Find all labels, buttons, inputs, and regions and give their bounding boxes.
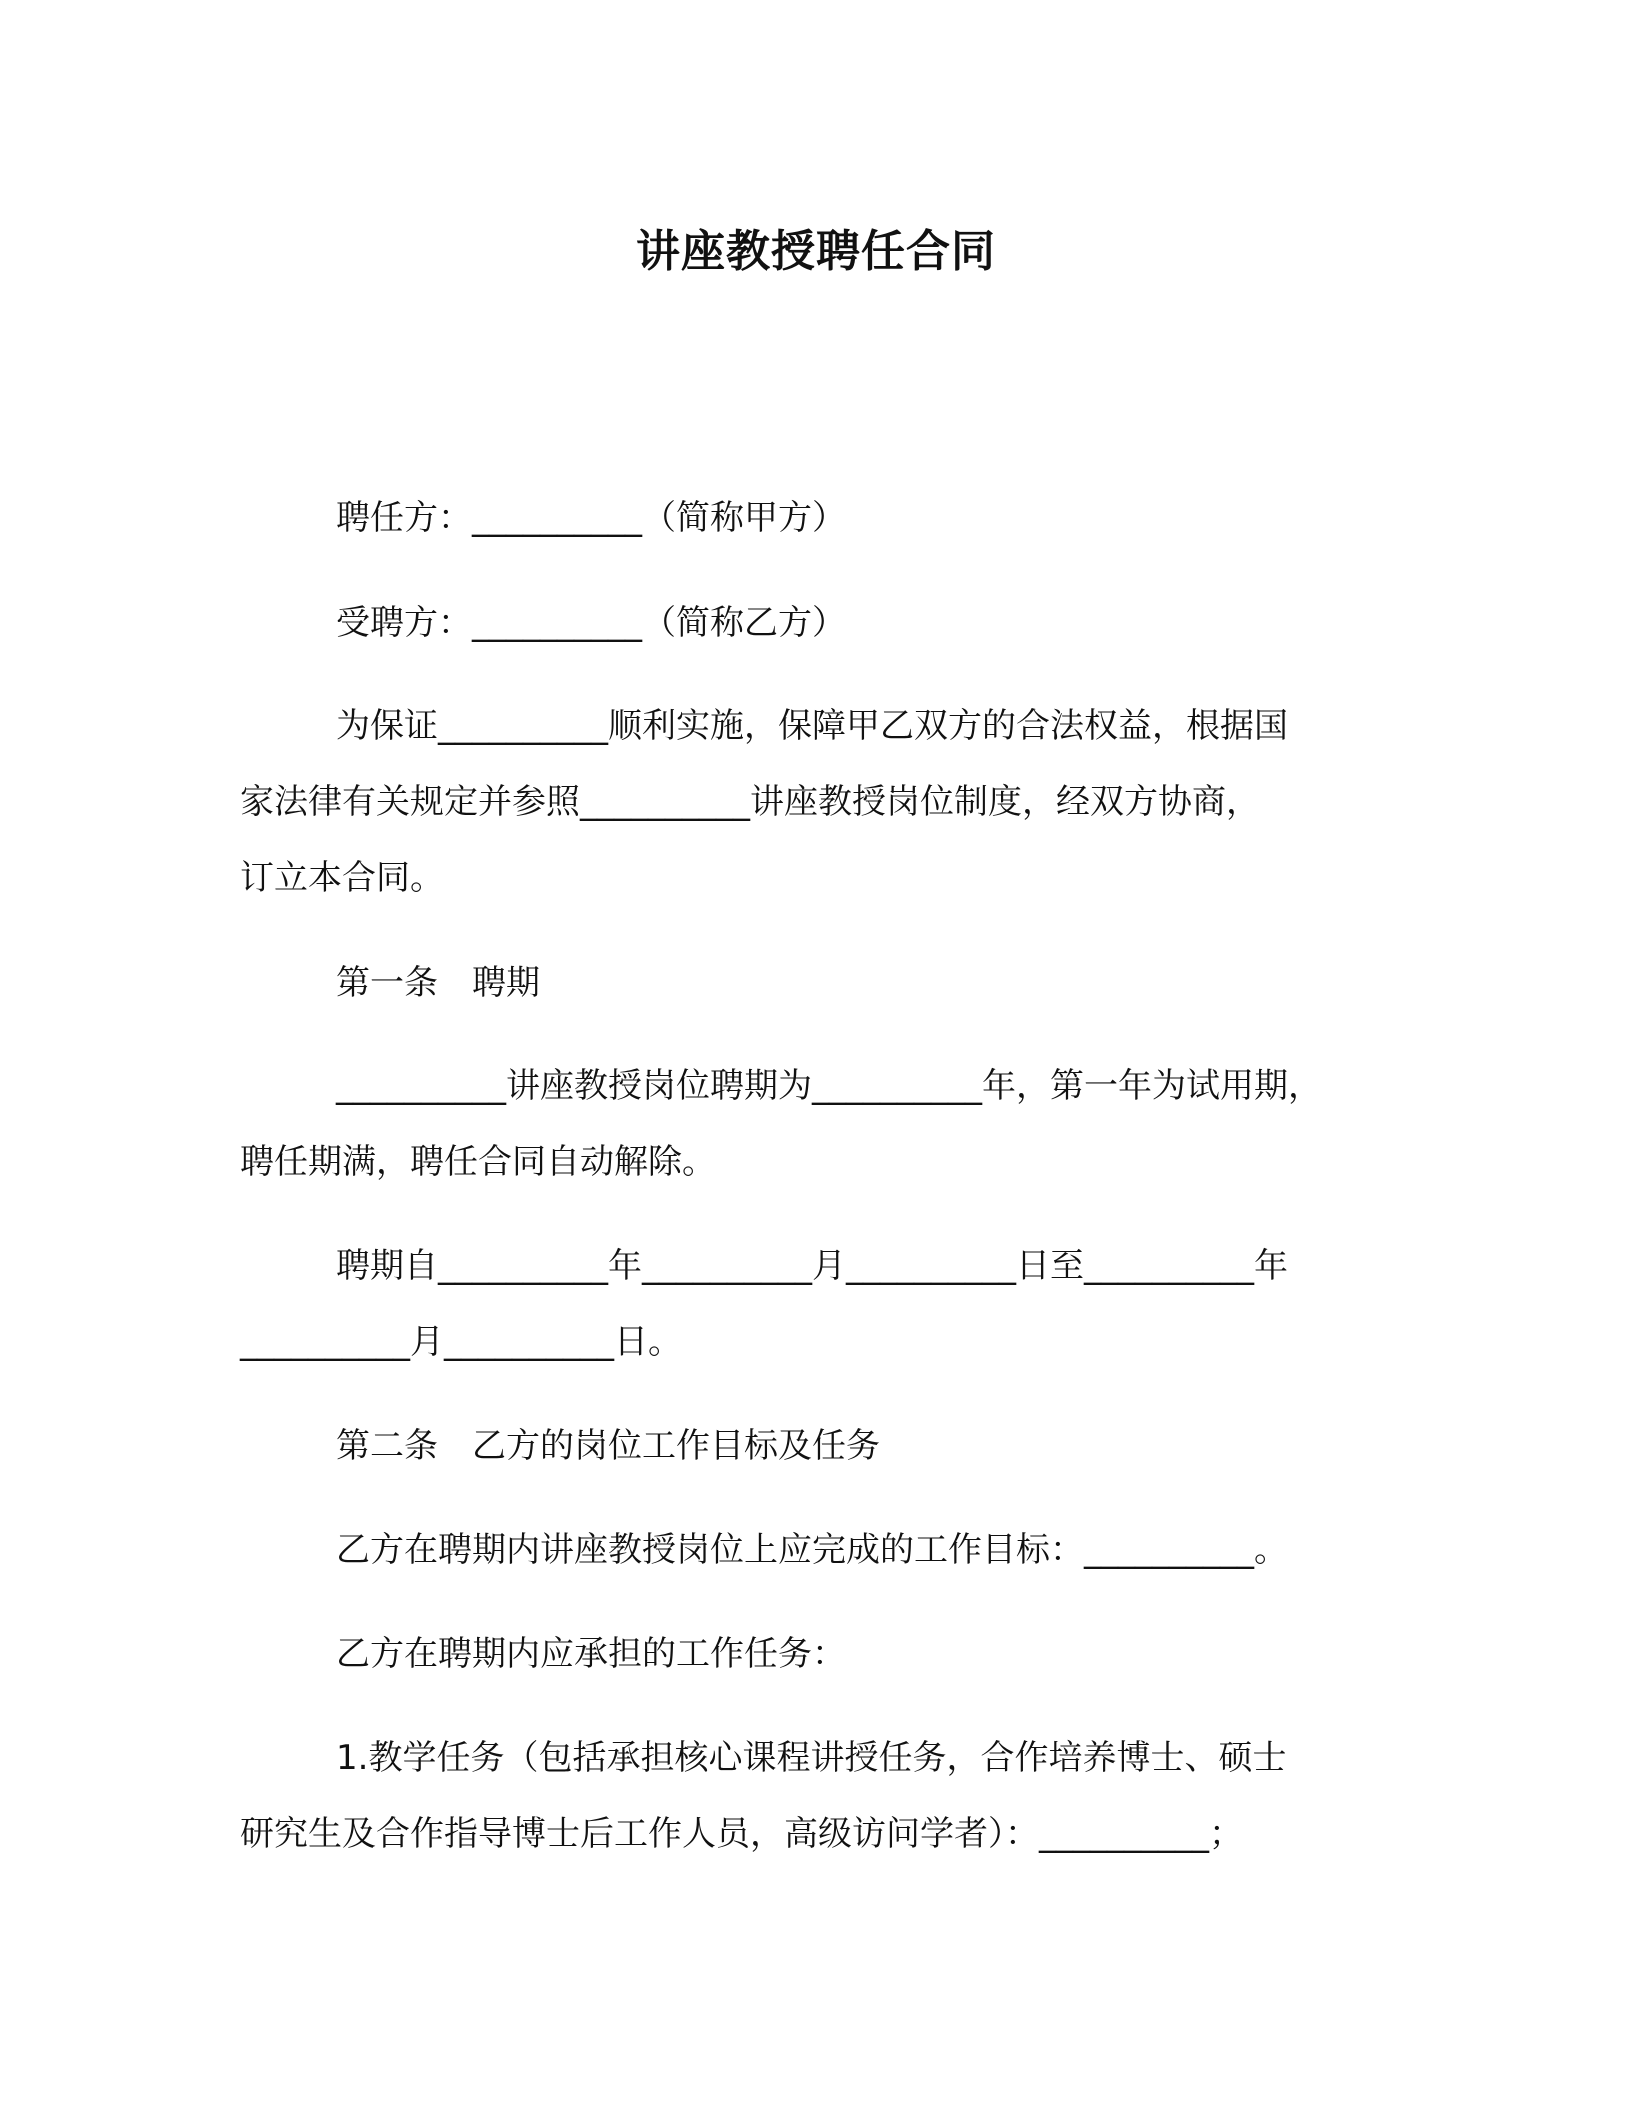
- section-heading: 第一条 聘期: [336, 963, 540, 1003]
- text-line: 为保证__________顺利实施，保障甲乙双方的合法权益，根据国: [336, 706, 1288, 746]
- article-2-goal-paragraph: [240, 1512, 1420, 1588]
- text-line: 订立本合同。: [240, 858, 444, 898]
- text-line: __________讲座教授岗位聘期为__________年，第一年为试用期，: [336, 1066, 1322, 1106]
- document-title: 讲座教授聘任合同: [636, 226, 996, 277]
- text-line: 聘任方：__________（简称甲方）: [336, 498, 846, 538]
- text-line: 乙方在聘期内应承担的工作任务：: [336, 1634, 846, 1674]
- section-heading: 第二条 乙方的岗位工作目标及任务: [336, 1426, 880, 1466]
- text-line: 聘任期满，聘任合同自动解除。: [240, 1142, 716, 1182]
- text-line: 乙方在聘期内讲座教授岗位上应完成的工作目标：__________。: [336, 1530, 1288, 1570]
- article-1-heading: [240, 945, 1420, 1021]
- article-2-task-1-paragraph: [240, 1720, 1420, 1872]
- party-b-paragraph: [240, 585, 1420, 661]
- text-line: 聘期自__________年__________月__________日至__________年: [336, 1246, 1288, 1286]
- article-1-dates-paragraph: [240, 1228, 1420, 1380]
- party-a-paragraph: [240, 480, 1420, 556]
- preamble-paragraph: [240, 688, 1420, 916]
- text-line: 家法律有关规定并参照__________讲座教授岗位制度，经双方协商，: [240, 782, 1260, 822]
- article-2-tasks-intro: [240, 1616, 1420, 1692]
- article-2-heading: [240, 1408, 1420, 1484]
- text-line: 1.教学任务（包括承担核心课程讲授任务，合作培养博士、硕士: [336, 1738, 1287, 1778]
- text-line: __________月__________日。: [240, 1322, 682, 1362]
- text-line: 受聘方：__________（简称乙方）: [336, 603, 846, 643]
- text-line: 研究生及合作指导博士后工作人员，高级访问学者）：__________；: [240, 1814, 1243, 1854]
- article-1-term-paragraph: [240, 1048, 1420, 1200]
